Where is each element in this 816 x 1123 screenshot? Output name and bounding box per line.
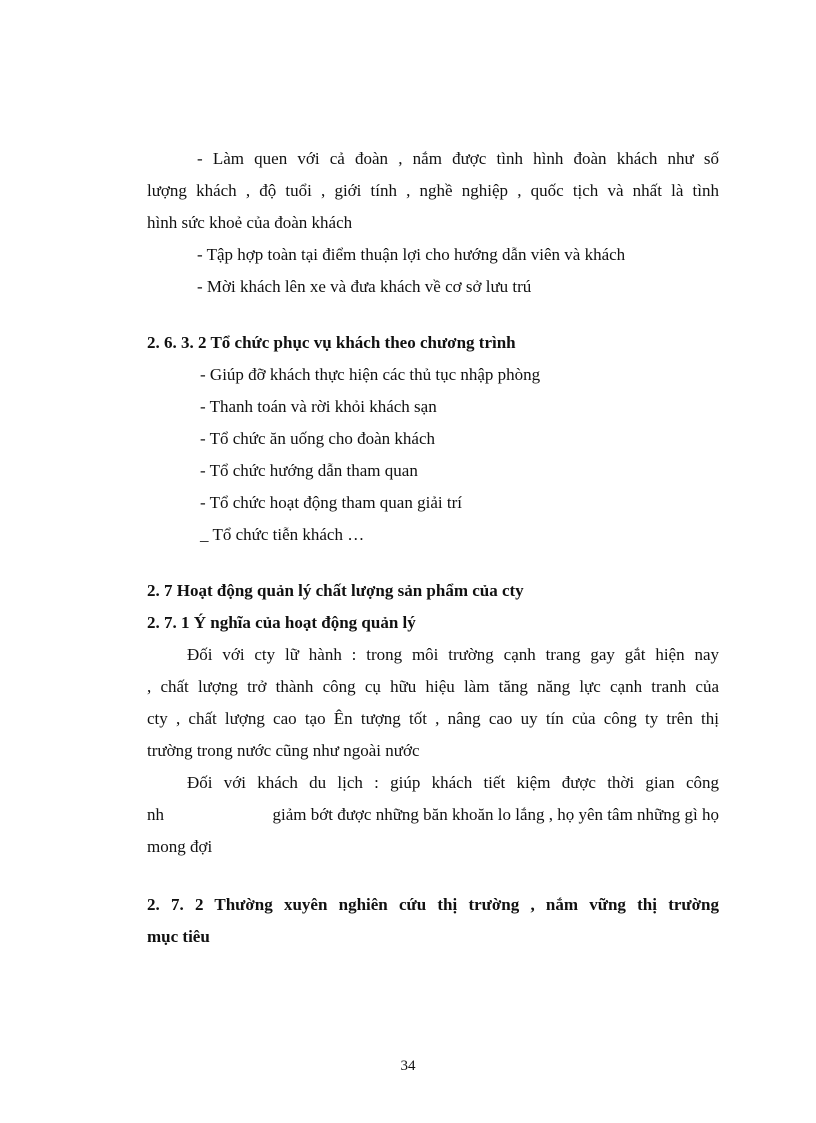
bullet-item: - Tập hợp toàn tại điểm thuận lợi cho hướng dẫn viên và khách <box>197 245 626 264</box>
spacer <box>147 551 719 575</box>
paragraph-line: trường trong nước cũng như ngoài nước <box>147 741 420 760</box>
paragraph-line: - Làm quen với cả đoàn , nắm được tình hình đoàn khách như số <box>197 149 719 168</box>
bullet-item: - Tổ chức ăn uống cho đoàn khách <box>200 429 436 448</box>
section-heading-continuation: mục tiêu <box>147 927 210 946</box>
bullet-item: - Tổ chức hoạt động tham quan giải trí <box>200 493 462 512</box>
page-number: 34 <box>400 1058 416 1074</box>
paragraph-line: Đối với khách du lịch : giúp khách tiết kiệm được thời gian công <box>187 773 719 792</box>
section-heading: 2. 7. 2 Thường xuyên nghiên cứu thị trường , nắm vững thị trường <box>147 895 719 914</box>
spacer <box>147 863 719 889</box>
paragraph-line: , chất lượng trở thành công cụ hữu hiệu làm tăng năng lực cạnh tranh của <box>147 677 719 696</box>
text-fragment: giảm bớt được những băn khoăn lo lắng , họ yên tâm những gì họ <box>272 805 719 824</box>
paragraph-line-split <box>147 799 719 831</box>
bullet-item: _ Tổ chức tiễn khách … <box>200 525 365 544</box>
paragraph-line: Đối với cty lữ hành : trong môi trường cạnh trang gay gắt hiện nay <box>187 645 719 664</box>
paragraph-line: lượng khách , độ tuổi , giới tính , nghề nghiệp , quốc tịch và nhất là tình <box>147 181 719 200</box>
bullet-item: - Giúp đỡ khách thực hiện các thủ tục nhập phòng <box>200 365 541 384</box>
spacer <box>147 303 719 327</box>
paragraph-line: hình sức khoẻ của đoàn khách <box>147 213 353 232</box>
text-fragment: nh <box>147 805 164 824</box>
subsection-heading: 2. 7. 1 Ý nghĩa của hoạt động quản lý <box>147 613 416 632</box>
bullet-item: - Tổ chức hướng dẫn tham quan <box>200 461 418 480</box>
paragraph-line: cty , chất lượng cao tạo Ên tượng tốt , nâng cao uy tín của công ty trên thị <box>147 709 719 728</box>
section-heading: 2. 6. 3. 2 Tổ chức phục vụ khách theo chương trình <box>147 333 516 352</box>
section-heading: 2. 7 Hoạt động quản lý chất lượng sản phẩm của cty <box>147 581 524 600</box>
bullet-item: - Mời khách lên xe và đưa khách về cơ sở lưu trú <box>197 277 532 296</box>
bullet-item: - Thanh toán và rời khỏi khách sạn <box>200 397 437 416</box>
document-page <box>147 143 719 953</box>
paragraph-line: mong đợi <box>147 837 213 856</box>
